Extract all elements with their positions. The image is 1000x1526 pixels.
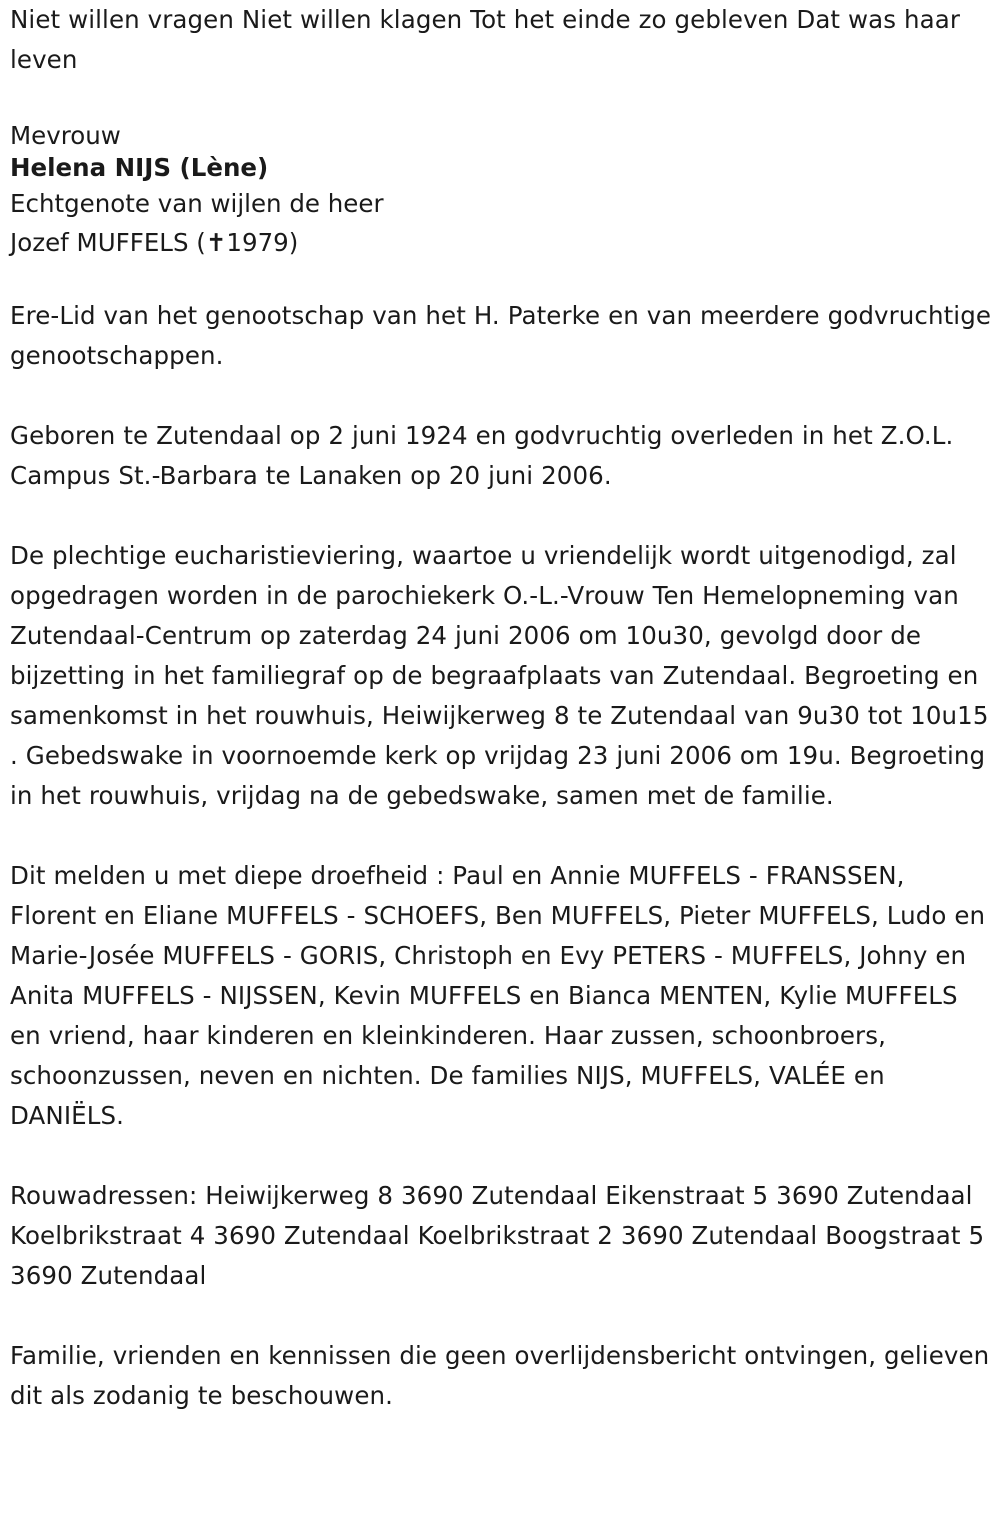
cross-icon: ✝ — [205, 228, 227, 257]
spouse-name: Jozef MUFFELS ( — [10, 228, 206, 257]
spacer — [10, 1136, 995, 1176]
announcement-paragraph: Dit melden u met diepe droefheid : Paul en Annie MUFFELS - FRANSSEN, Florent en Eliane MUFFELS - SCHOEFS, Ben MUFFELS, Pieter MUFFELS, Ludo en Marie-Josée MUFFELS - GORIS, Christoph en Evy PETERS - MUFFELS, Johny en Anita MUFFELS - NIJSSEN, Kevin MUFFELS en Bianca MENTEN, Kylie MUFFELS en vriend, haar kinderen en kleinkinderen. Haar zussen, schoonbroers, schoonzussen, neven en nichten. De families NIJS, MUFFELS, VALÉE en DANIËLS. — [10, 861, 986, 1130]
spouse-year: 1979) — [226, 228, 299, 257]
spacer — [10, 270, 995, 296]
deceased-name: Helena NIJS (Lène) — [10, 153, 269, 182]
spacer — [10, 816, 995, 856]
opening-verse: Niet willen vragen Niet willen klagen Tot het einde zo gebleven Dat was haar leven — [10, 5, 961, 74]
spouse-line: Echtgenote van wijlen de heer — [10, 189, 384, 218]
spouse-name-line — [10, 216, 995, 270]
spacer — [10, 496, 995, 536]
spacer — [10, 80, 995, 120]
birth-death-paragraph: Geboren te Zutendaal op 2 juni 1924 en godvruchtig overleden in het Z.O.L. Campus St.-Barbara te Lanaken op 20 juni 2006. — [10, 421, 954, 490]
spacer — [10, 1296, 995, 1336]
closing-paragraph: Familie, vrienden en kennissen die geen overlijdensbericht ontvingen, gelieven dit als zodanig te beschouwen. — [10, 1341, 990, 1410]
spacer — [10, 376, 995, 416]
ceremony-paragraph: De plechtige eucharistieviering, waartoe u vriendelijk wordt uitgenodigd, zal opgedragen worden in de parochiekerk O.-L.-Vrouw Ten Hemelopneming van Zutendaal-Centrum op zaterdag 24 juni 2006 om 10u30, gevolgd door de bijzetting in het familiegraf op de begraafplaats van Zutendaal. Begroeting en samenkomst in het rouwhuis, Heiwijkerweg 8 te Zutendaal van 9u30 tot 10u15 . Gebedswake in voornoemde kerk op vrijdag 23 juni 2006 om 19u. Begroeting in het rouwhuis, vrijdag na de gebedswake, samen met de familie. — [10, 541, 989, 810]
membership-paragraph: Ere-Lid van het genootschap van het H. Paterke en van meerdere godvruchtige genootschappen. — [10, 301, 992, 370]
addresses-paragraph: Rouwadressen: Heiwijkerweg 8 3690 Zutendaal Eikenstraat 5 3690 Zutendaal Koelbrikstraat 4 3690 Zutendaal Koelbrikstraat 2 3690 Zutendaal Boogstraat 5 3690 Zutendaal — [10, 1181, 985, 1290]
obituary-document — [10, 0, 995, 1416]
honorific: Mevrouw — [10, 121, 121, 150]
